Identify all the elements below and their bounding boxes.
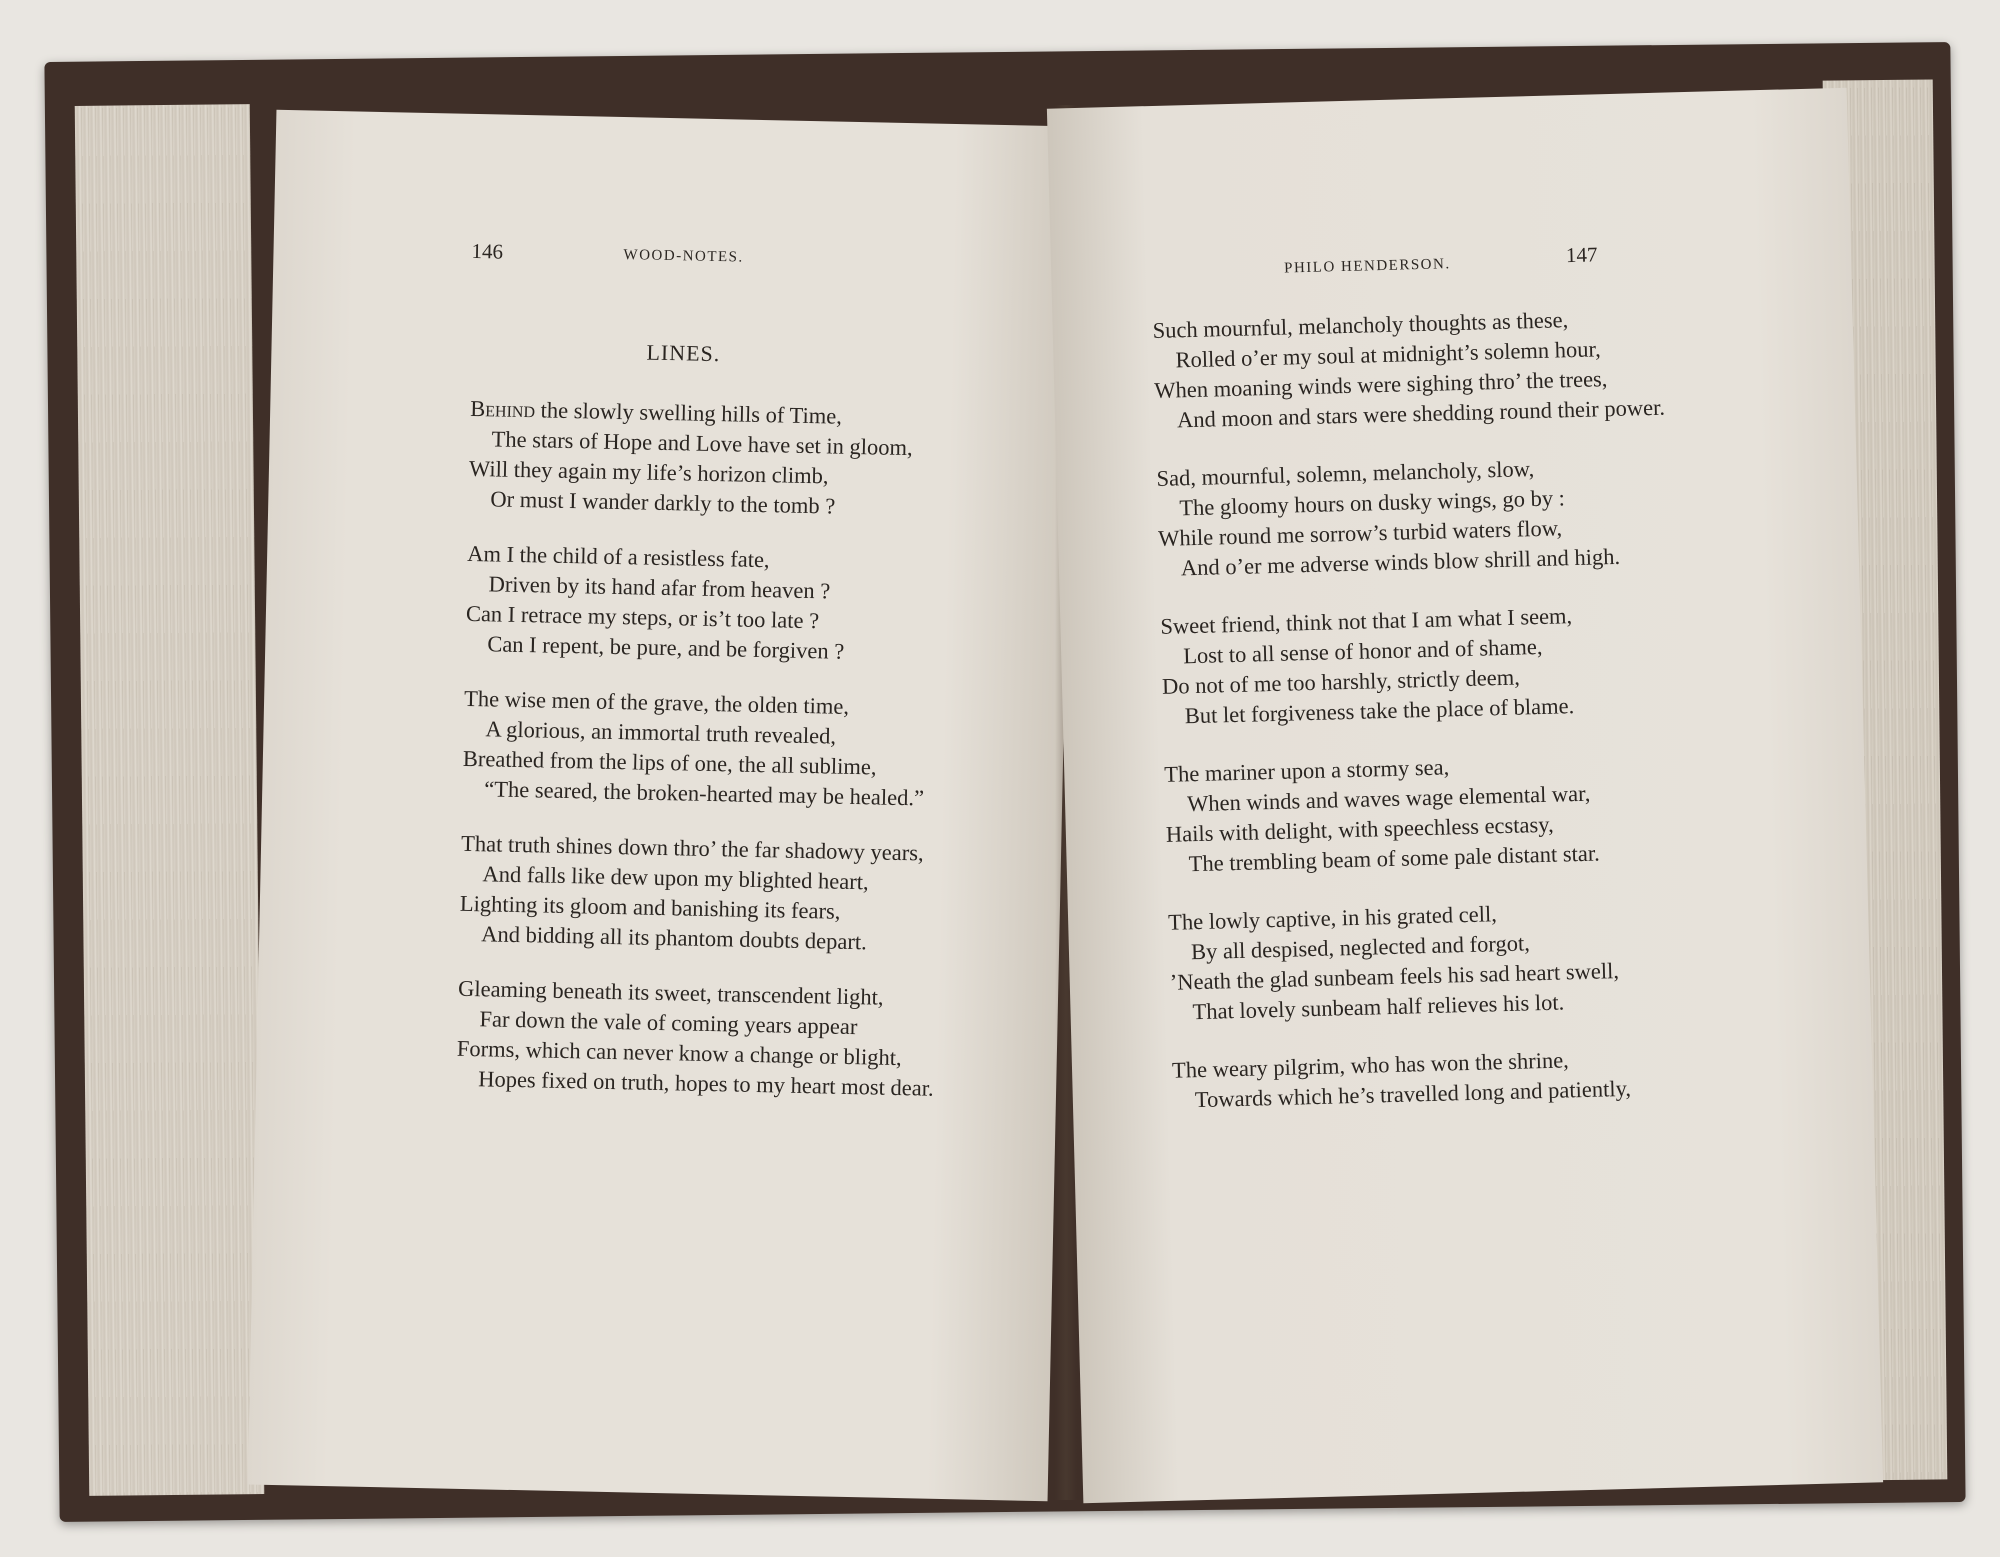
right-poem-body xyxy=(1152,300,1779,1355)
page-edges-left xyxy=(75,104,265,1496)
poem-line-text: And falls like dew upon my blighted heart, xyxy=(482,861,869,895)
poem-line-text: Lighting its gloom and banishing its fears, xyxy=(459,890,841,924)
poem-line-text: Can I repent, be pure, and be forgiven ? xyxy=(487,631,845,664)
left-page-number: 146 xyxy=(471,238,504,264)
poem-line-text: the slowly swelling hills of Time, xyxy=(534,397,843,429)
poem-line-text: Do not of me too harshly, strictly deem, xyxy=(1161,664,1521,699)
poem-line-text: Can I retrace my steps, or is’t too late ? xyxy=(465,600,820,634)
stanza xyxy=(1152,300,1755,436)
poem-line-text: Forms, which can never know a change or blight, xyxy=(456,1035,902,1071)
poem-line-text: When winds and waves wage elemental war, xyxy=(1186,780,1591,817)
poem-line-text: Rolled o’er my soul at midnight’s solemn hour, xyxy=(1175,336,1602,373)
poem-line-lead-word: Behind xyxy=(470,395,536,423)
poem-line-text: While round me sorrow’s turbid waters flow, xyxy=(1157,515,1563,551)
poem-line-text: Breathed from the lips of one, the all sublime, xyxy=(462,745,877,780)
poem-line-text: Driven by its hand afar from heaven ? xyxy=(488,571,831,604)
poem-line-text: The wise men of the grave, the olden time, xyxy=(463,685,850,719)
poem-line-text: Will they again my life’s horizon climb, xyxy=(468,455,829,489)
poem-line-text: But let forgiveness take the place of blame. xyxy=(1184,693,1575,729)
poem-line-text: The trembling beam of some pale distant star. xyxy=(1188,840,1601,877)
poem-line-text: By all despised, neglected and forgot, xyxy=(1190,930,1531,965)
poem-line-text: The mariner upon a stormy sea, xyxy=(1164,754,1450,787)
poem-line-text: Far down the vale of coming years appear xyxy=(479,1006,858,1040)
poem-line-text: The stars of Hope and Love have set in gloom, xyxy=(491,426,913,461)
poem-line-text: A glorious, an immortal truth revealed, xyxy=(485,716,837,749)
poem-line-text: The gloomy hours on dusky wings, go by : xyxy=(1179,485,1566,521)
poem-line-text: The lowly captive, in his grated cell, xyxy=(1167,901,1498,935)
poem-line-text: When moaning winds were sighing thro’ the trees, xyxy=(1153,366,1608,403)
left-page xyxy=(248,110,1077,1501)
stanza xyxy=(462,684,1024,816)
poem-title: LINES. xyxy=(646,339,721,367)
poem-line-text: Hopes fixed on truth, hopes to my heart most dear. xyxy=(477,1066,934,1101)
stanza xyxy=(1168,892,1771,1028)
poem-line-text: Towards which he’s travelled long and patiently, xyxy=(1194,1075,1632,1113)
stanza xyxy=(468,394,1030,526)
left-poem-body xyxy=(450,394,1031,1406)
right-running-head: PHILO HENDERSON. xyxy=(1283,256,1451,277)
poem-line-text: Sad, mournful, solemn, melancholy, slow, xyxy=(1156,456,1535,491)
poem-line-text: Such mournful, melancholy thoughts as these, xyxy=(1152,307,1569,344)
poem-line-text: Lost to all sense of honor and of shame, xyxy=(1182,633,1543,669)
poem-line-text: “The seared, the broken-hearted may be healed.” xyxy=(484,776,925,811)
poem-line-text: Gleaming beneath its sweet, transcendent light, xyxy=(457,975,884,1010)
poem-line-text: ’Neath the glad sunbeam feels his sad heart swell, xyxy=(1169,958,1620,995)
stanza xyxy=(1160,596,1763,732)
poem-line-text: That lovely sunbeam half relieves his lot. xyxy=(1192,989,1565,1025)
poem-line-text: That truth shines down thro’ the far shadowy years, xyxy=(460,830,924,866)
poem-line-text: And o’er me adverse winds blow shrill and high. xyxy=(1180,543,1621,581)
poem-line-text: Sweet friend, think not that I am what I seem, xyxy=(1160,603,1573,639)
poem-line-text: Or must I wander darkly to the tomb ? xyxy=(490,486,836,519)
poem-line-text: And moon and stars were shedding round their power. xyxy=(1176,394,1666,433)
right-page-number: 147 xyxy=(1565,242,1598,268)
poem-line-text: Am I the child of a resistless fate, xyxy=(466,540,770,573)
poem-line-text: Hails with delight, with speechless ecstasy, xyxy=(1165,811,1554,847)
left-running-head: WOOD-NOTES. xyxy=(623,247,744,266)
stanza xyxy=(1172,1040,1773,1116)
stanza xyxy=(459,829,1021,961)
poem-line-text: And bidding all its phantom doubts depart. xyxy=(481,921,868,955)
stanza xyxy=(465,539,1027,671)
stanza xyxy=(456,974,1018,1106)
poem-line-text: The weary pilgrim, who has won the shrine, xyxy=(1171,1047,1570,1083)
right-page xyxy=(1047,88,1883,1503)
stanza xyxy=(1164,744,1767,880)
stanza xyxy=(1156,448,1759,584)
